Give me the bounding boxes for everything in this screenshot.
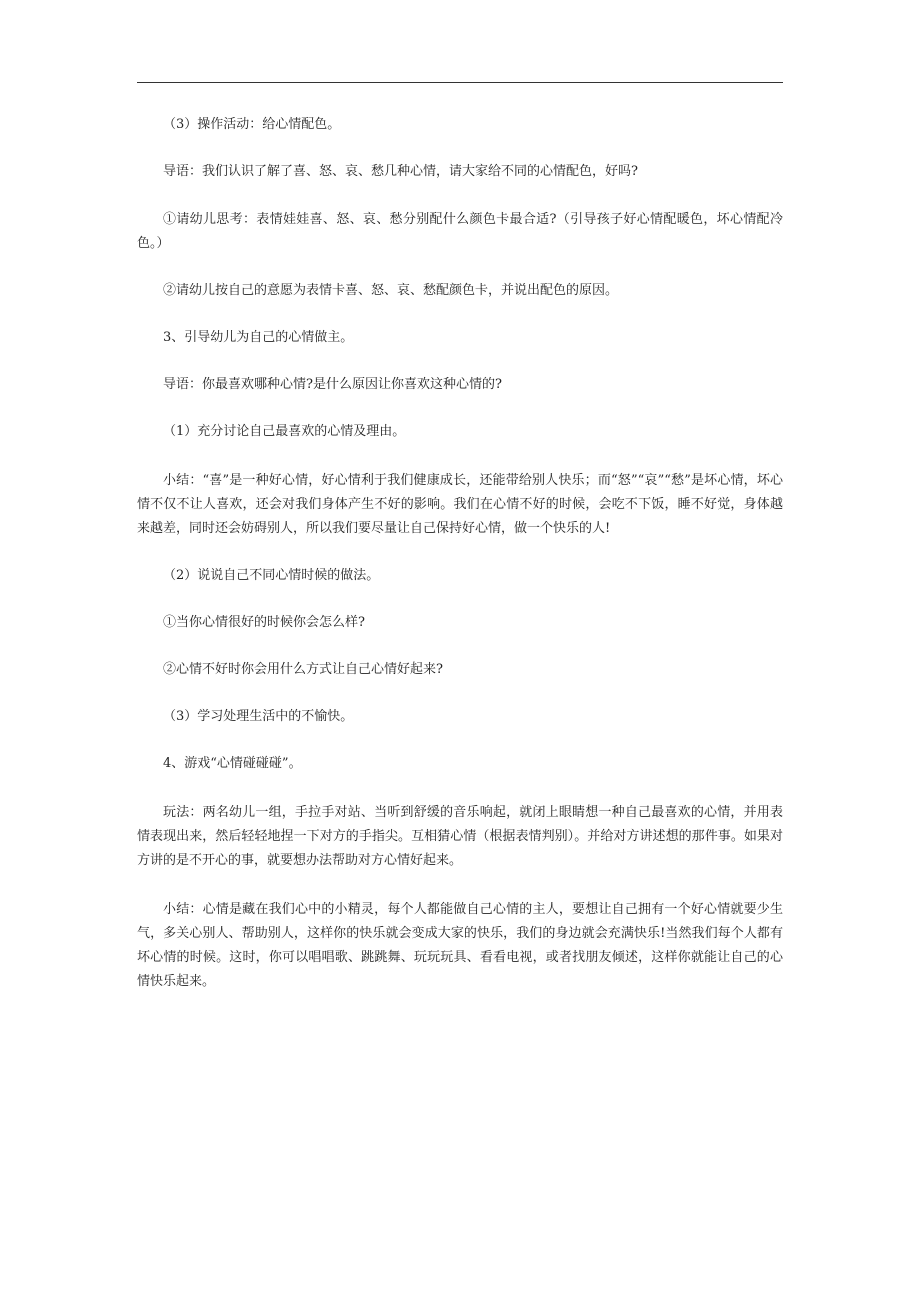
section-heading-4: 4、游戏“心情碰碰碰”。 [163, 756, 302, 771]
paragraph-different-moods: （2）说说自己不同心情时候的做法。 [163, 568, 380, 583]
paragraph-handle-unhappiness: （3）学习处理生活中的不愉快。 [163, 709, 354, 724]
paragraph-operation-activity: （3）操作活动：给心情配色。 [163, 117, 341, 132]
paragraph-bad-mood: ②心情不好时你会用什么方式让自己心情好起来? [163, 662, 443, 677]
document-body [137, 113, 783, 994]
paragraph-summary-2: 小结：心情是藏在我们心中的小精灵，每个人都能做自己心情的主人，要想让自己拥有一个好心情就要少生气，多关心别人、帮助别人，这样你的快乐就会变成大家的快乐，我们的身边就会充满快乐!当然我们每个人都有坏心情的时候。这时，你可以唱唱歌、跳跳舞、玩玩玩具、看看电视，或者找朋友倾述，这样你就能让自己的心情快乐起来。 [137, 902, 783, 989]
paragraph-good-mood: ①当你心情很好的时候你会怎么样? [163, 615, 365, 630]
paragraph-match-colors: ②请幼儿按自己的意愿为表情卡喜、怒、哀、愁配颜色卡，并说出配色的原因。 [163, 283, 619, 298]
paragraph-intro-favorite: 导语：你最喜欢哪种心情?是什么原因让你喜欢这种心情的? [163, 377, 502, 392]
header-rule [137, 82, 783, 83]
paragraph-summary-1: 小结：“喜”是一种好心情，好心情利于我们健康成长，还能带给别人快乐；而“怒”“哀”“愁”是坏心情，坏心情不仅不让人喜欢，还会对我们身体产生不好的影响。我们在心情不好的时候，会吃不下饭，睡不好觉，身体越来越差，同时还会妨碍别人，所以我们要尽量让自己保持好心情，做一个快乐的人! [137, 473, 783, 536]
paragraph-discuss-favorite: （1）充分讨论自己最喜欢的心情及理由。 [163, 424, 406, 439]
paragraph-intro-coloring: 导语：我们认识了解了喜、怒、哀、愁几种心情，请大家给不同的心情配色，好吗? [163, 164, 638, 179]
section-heading-3: 3、引导幼儿为自己的心情做主。 [163, 330, 354, 345]
paragraph-game-rules: 玩法：两名幼儿一组，手拉手对站、当听到舒缓的音乐响起，就闭上眼睛想一种自己最喜欢的心情，并用表情表现出来，然后轻轻地捏一下对方的手指尖。互相猜心情（根据表情判别）。并给对方讲述想的那件事。如果对方讲的是不开心的事，就要想办法帮助对方心情好起来。 [137, 805, 783, 868]
paragraph-think-colors: ①请幼儿思考：表情娃娃喜、怒、哀、愁分别配什么颜色卡最合适?（引导孩子好心情配暖色，坏心情配冷色。） [137, 212, 783, 251]
